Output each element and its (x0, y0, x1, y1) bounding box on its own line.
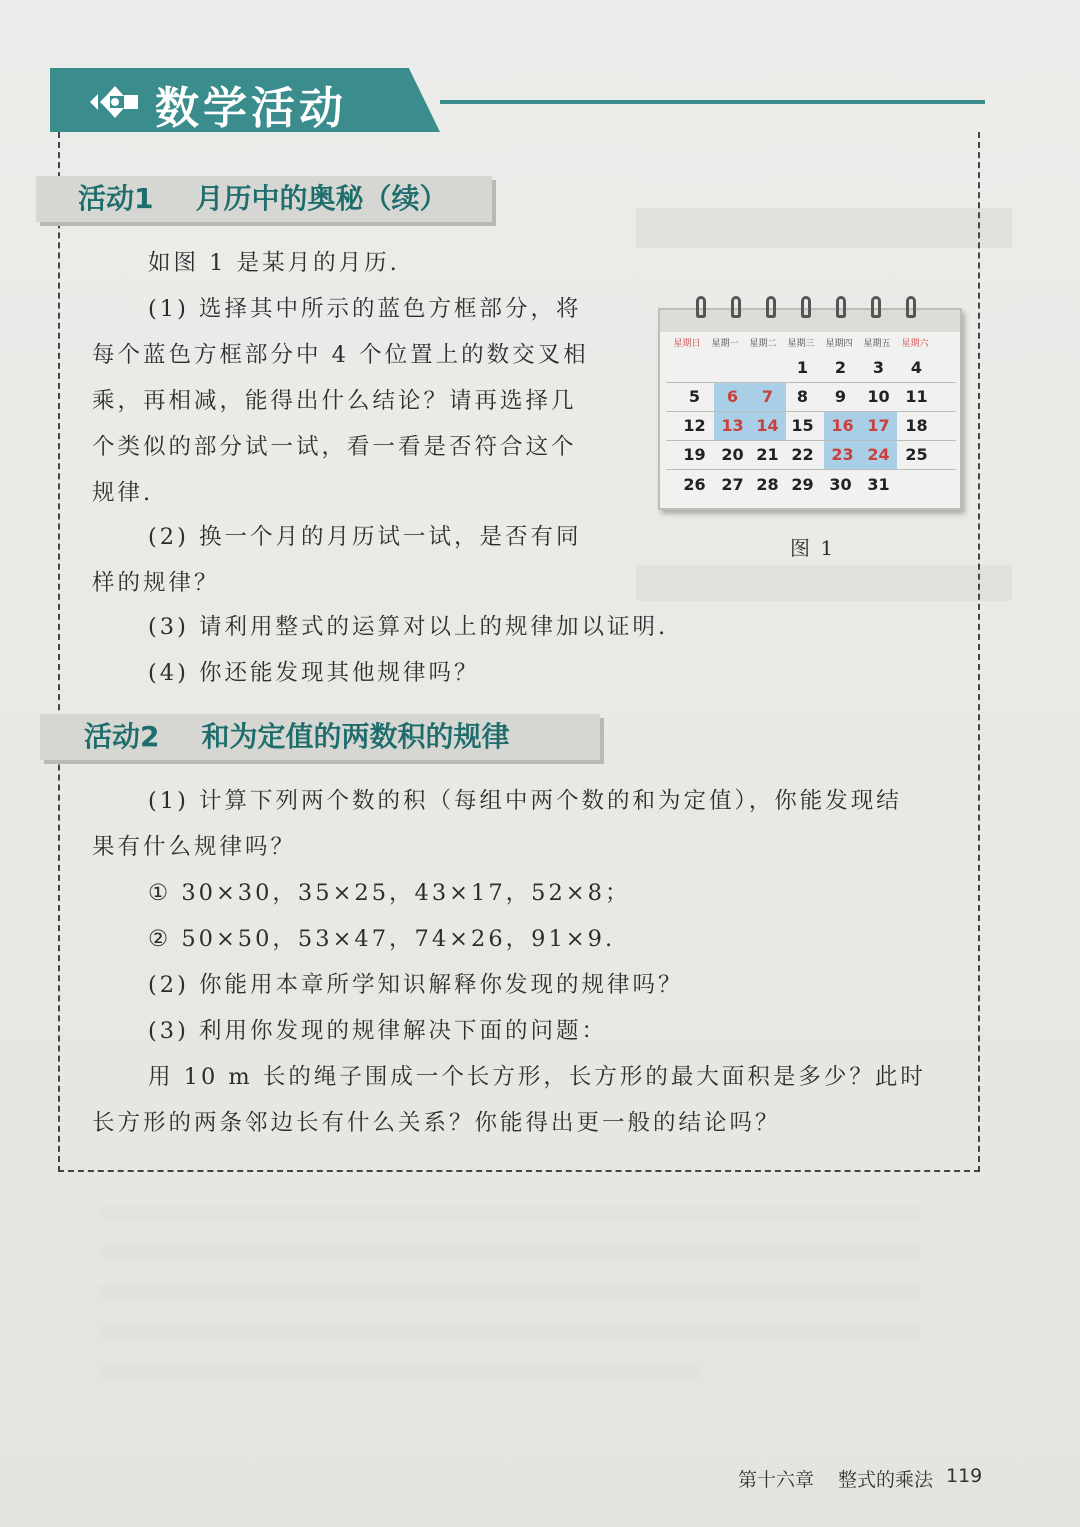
activity2-line: (1) 计算下列两个数的积（每组中两个数的和为定值），你能发现结 (148, 788, 902, 814)
calendar-day-highlighted: 6 (714, 383, 751, 411)
figure-caption: 图 1 (790, 536, 836, 560)
calendar-figure (658, 308, 962, 510)
page-number: 119 (946, 1465, 983, 1487)
calendar-day-highlighted: 24 (860, 441, 897, 469)
show-through (100, 1245, 920, 1259)
header-rule (440, 100, 985, 104)
weekday-label: 星期二 (749, 339, 777, 349)
calendar-day-highlighted: 16 (824, 412, 861, 440)
activity1-line: 每个蓝色方框部分中 4 个位置上的数交叉相 (92, 342, 589, 368)
activity1-line: 规律. (92, 480, 154, 506)
activity1-line: (1) 选择其中所示的蓝色方框部分，将 (148, 296, 582, 322)
calendar-day: 12 (683, 416, 706, 435)
activity2-line: (2) 你能用本章所学知识解释你发现的规律吗？ (148, 972, 684, 998)
calendar-day-highlighted: 13 (714, 412, 751, 440)
calendar-day-highlighted: 23 (824, 441, 861, 469)
calendar-day: 20 (721, 445, 744, 464)
calendar-day: 30 (829, 475, 852, 494)
weekday-label: 星期四 (825, 339, 853, 349)
activity1-line: (4) 你还能发现其他规律吗？ (148, 660, 480, 686)
binder-ring-icon (766, 296, 776, 318)
binder-ring-icon (871, 296, 881, 318)
calendar-day: 19 (683, 445, 706, 464)
calendar-day: 1 (796, 358, 809, 377)
calendar-day: 28 (756, 475, 779, 494)
calendar-day: 27 (721, 475, 744, 494)
activity1-line: (2) 换一个月的月历试一试，是否有同 (148, 524, 582, 550)
activity1-line: 样的规律？ (92, 570, 220, 596)
show-through (100, 1285, 920, 1299)
footer-chapter: 第十六章 (738, 1469, 815, 1491)
activity2-line: 用 10 m 长的绳子围成一个长方形，长方形的最大面积是多少？此时 (148, 1064, 926, 1090)
activity1-line: 个类似的部分试一试，看一看是否符合这个 (92, 434, 577, 460)
calendar-day: 3 (872, 358, 885, 377)
calendar-day-highlighted: 14 (749, 412, 786, 440)
show-through (100, 1365, 700, 1379)
activity2-line: (3) 利用你发现的规律解决下面的问题： (148, 1018, 608, 1044)
calendar-day: 31 (867, 475, 890, 494)
calendar-day: 2 (834, 358, 847, 377)
weekday-label: 星期日 (673, 339, 701, 349)
activity1-line: 如图 1 是某月的月历. (148, 250, 400, 276)
calendar-day: 8 (796, 387, 809, 406)
calendar-day: 25 (905, 445, 928, 464)
calendar-day: 4 (910, 358, 923, 377)
calendar-day: 26 (683, 475, 706, 494)
activity2-number: 活动2 (84, 720, 160, 753)
binder-ring-icon (906, 296, 916, 318)
activity1-line: 乘，再相减，能得出什么结论？请再选择几 (92, 388, 577, 414)
section-title: 数学活动 (155, 83, 347, 134)
activity2-heading (40, 714, 600, 760)
calendar-day: 18 (905, 416, 928, 435)
show-through (100, 1325, 920, 1339)
calendar-day: 11 (905, 387, 928, 406)
weekday-label: 星期一 (711, 339, 739, 349)
calendar-rule (666, 469, 956, 470)
calendar-day: 29 (791, 475, 814, 494)
weekday-label: 星期六 (901, 339, 929, 349)
calendar-day: 22 (791, 445, 814, 464)
calendar-day-highlighted: 17 (860, 412, 897, 440)
binder-ring-icon (731, 296, 741, 318)
calendar-day: 5 (688, 387, 701, 406)
binder-ring-icon (836, 296, 846, 318)
calendar-day-highlighted: 7 (749, 383, 786, 411)
activity2-line: ② 50×50，53×47，74×26，91×9. (148, 926, 616, 952)
activity1-line: (3) 请利用整式的运算对以上的规律加以证明. (148, 614, 669, 640)
activity2-line: 果有什么规律吗？ (92, 834, 297, 860)
footer-section: 整式的乘法 (838, 1469, 934, 1491)
activity2-line: 长方形的两条邻边长有什么关系？你能得出更一般的结论吗？ (92, 1110, 781, 1136)
activity2-line: ① 30×30，35×25，43×17，52×8； (148, 880, 631, 906)
binder-ring-icon (696, 296, 706, 318)
calendar-day: 10 (867, 387, 890, 406)
calendar-day: 21 (756, 445, 779, 464)
weekday-label: 星期三 (787, 339, 815, 349)
activity1-title: 月历中的奥秘（续） (195, 182, 448, 215)
activity1-number: 活动1 (78, 182, 154, 215)
weekday-label: 星期五 (863, 339, 891, 349)
calendar-day: 9 (834, 387, 847, 406)
calendar-weekdays (668, 336, 956, 352)
activity1-heading (36, 176, 492, 222)
binder-ring-icon (801, 296, 811, 318)
math-activity-icon (86, 82, 144, 122)
activity2-title: 和为定值的两数积的规律 (201, 720, 510, 753)
calendar-day: 15 (791, 416, 814, 435)
show-through (100, 1205, 920, 1219)
